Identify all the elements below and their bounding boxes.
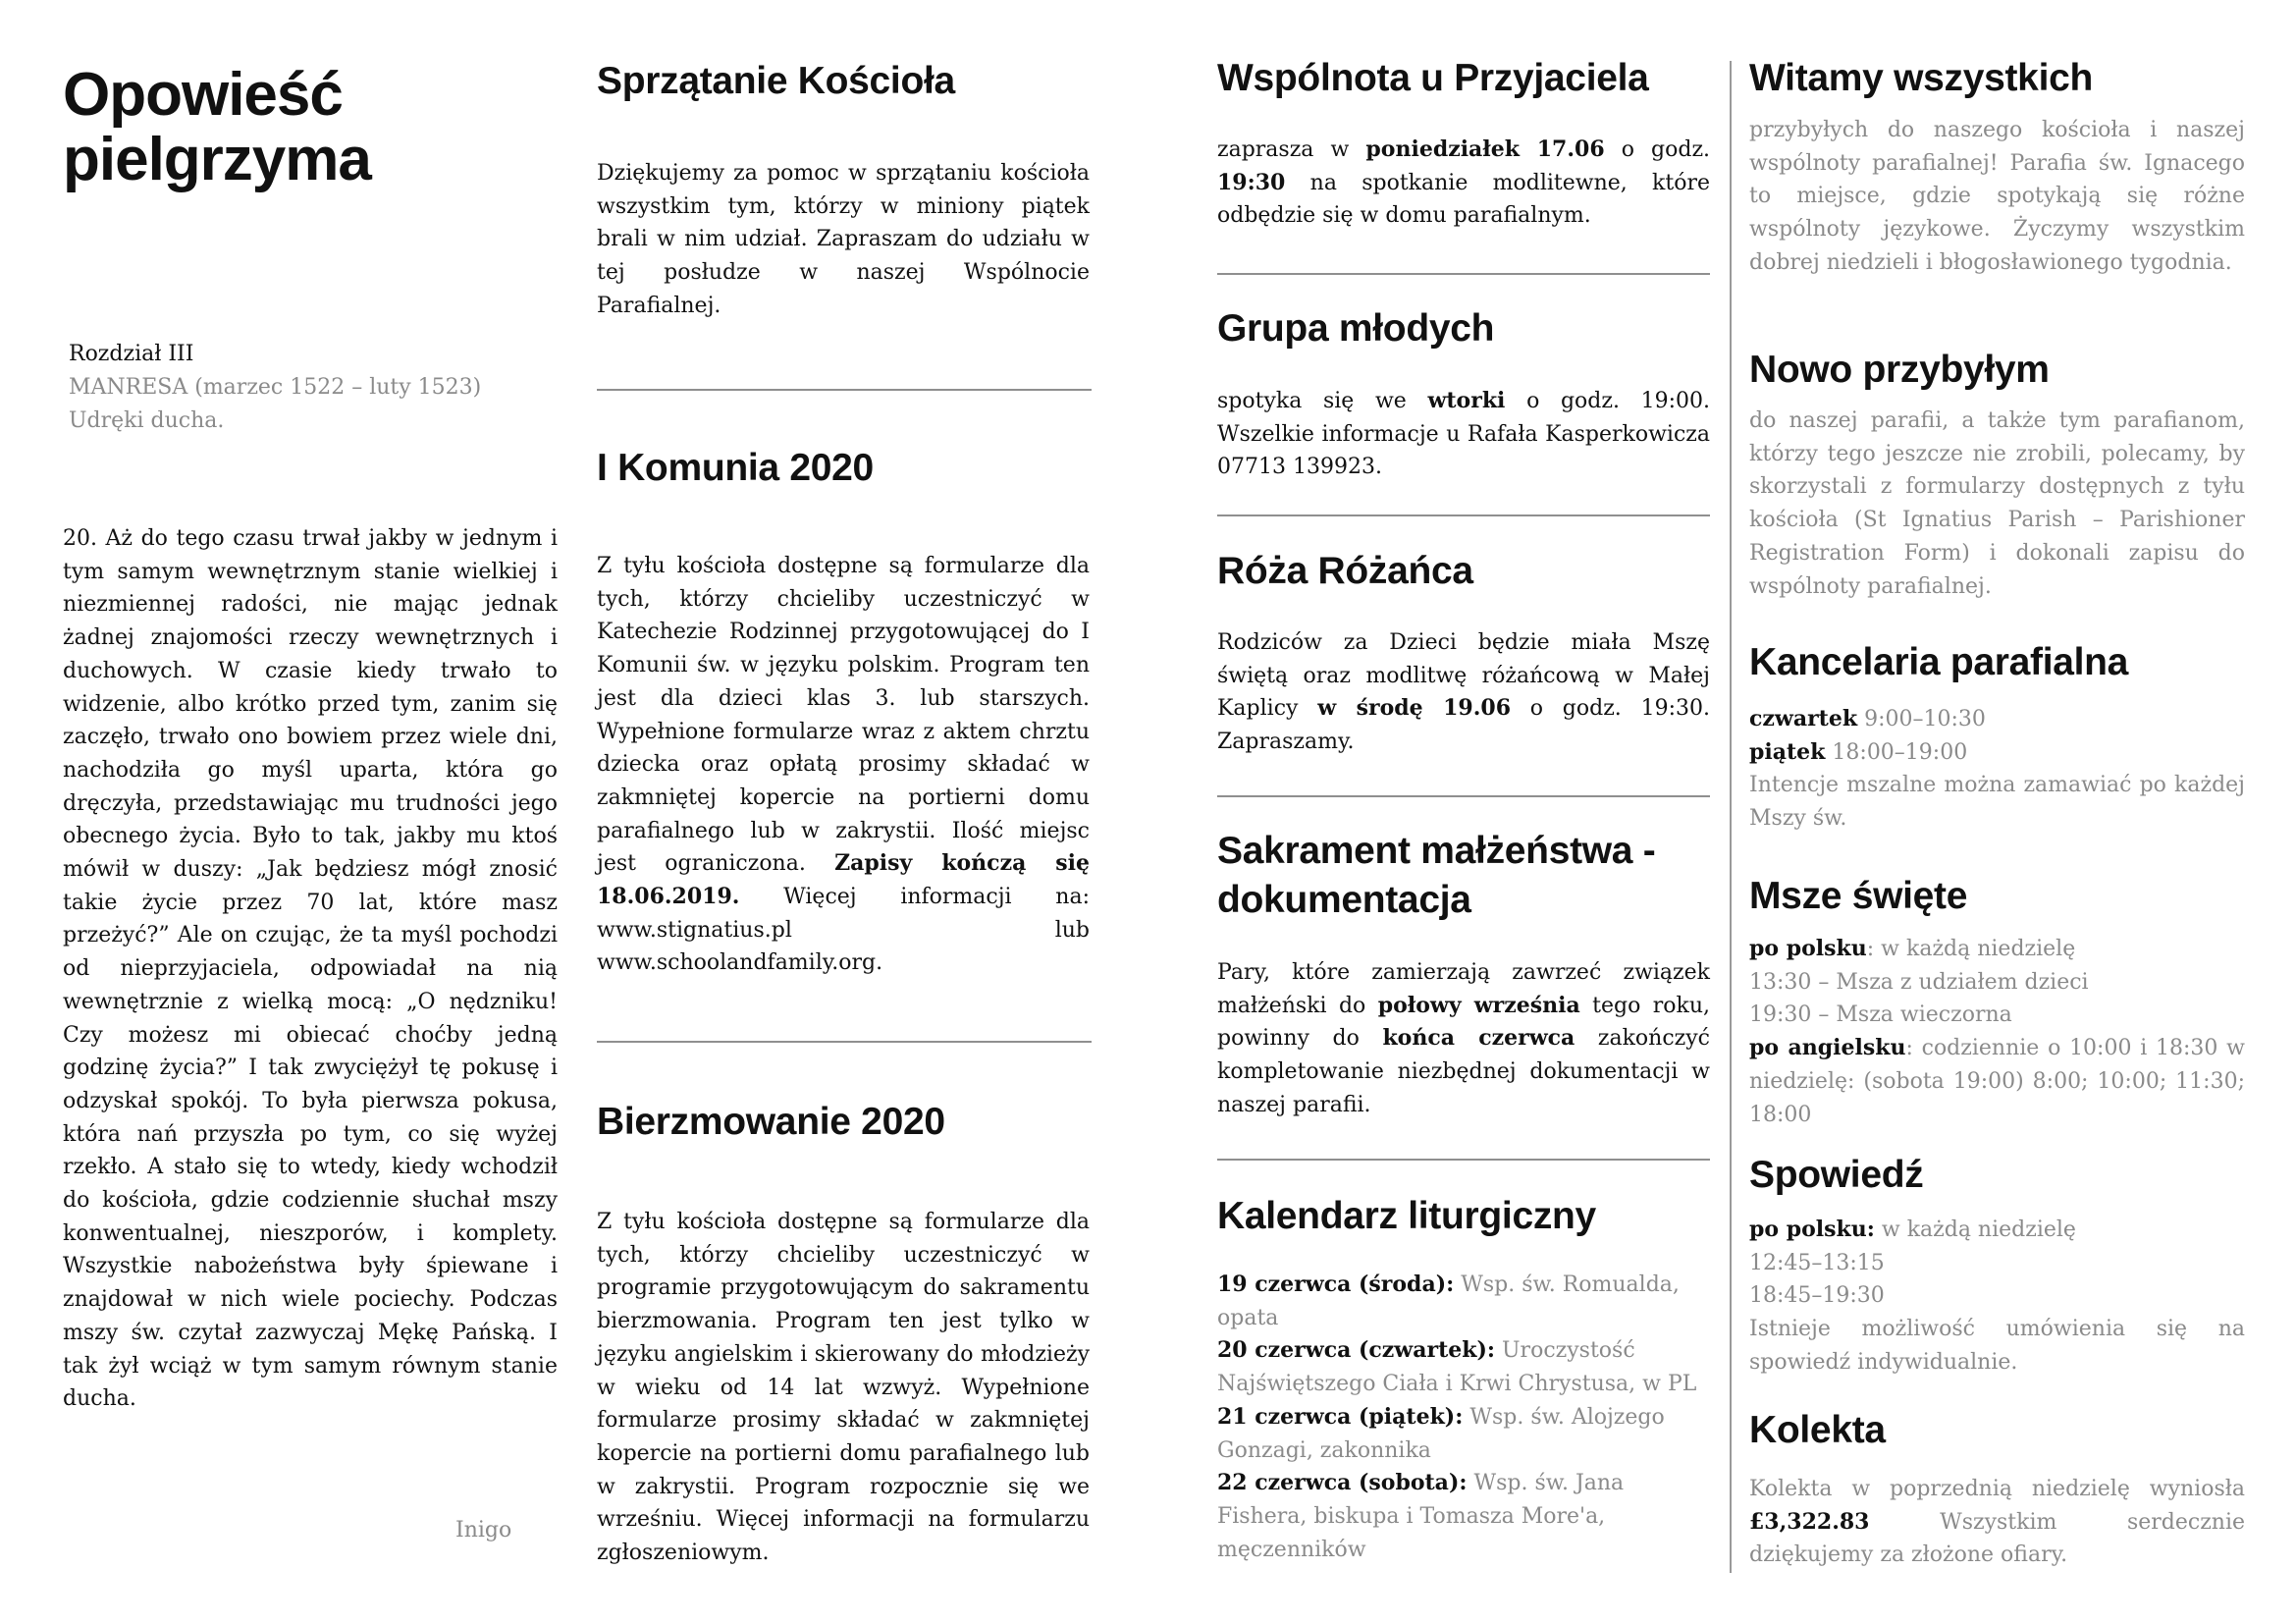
divider [597, 1041, 1092, 1043]
calendar-item: 19 czerwca (środa): Wsp. św. Romualda, opata [1217, 1272, 1680, 1330]
calendar-list [1217, 1269, 1710, 1566]
text-bierzmowanie: Z tyłu kościoła dostępne są formularze dla tych, którzy chcieliby uczestniczyć w programie przygotowującym do sakramentu bierzmowania. Program ten jest tylko w języku angielskim i skierowany do młodzieży w wieku od 14 lat wzwyż. Wypełnione formularze prosimy składać w zakmniętej kopercie na portierni domu parafialnego lub w zakrystii. Program rozpocznie się we wrześniu. Więcej informacji na formularzu zgłoszeniowym. [597, 1210, 1090, 1566]
text-sakrament: Pary, które zamierzają zawrzeć związek małżeński do połowy września tego roku, powinny do końca czerwca zakończyć kompletowanie niezbędnej dokumentacji w naszej parafii. [1217, 960, 1711, 1117]
chapter-subtitle: Udręki ducha. [69, 408, 225, 433]
calendar-item: 21 czerwca (piątek): Wsp. św. Alojzego Gonzagi, zakonnika [1217, 1403, 1665, 1463]
divider [1217, 795, 1710, 797]
divider [1217, 273, 1710, 275]
heading-sakrament: Sakrament małżeństwa - dokumentacja [1217, 830, 1656, 921]
chapter-place: MANRESA (marzec 1522 – luty 1523) [69, 375, 482, 400]
column-divider [1730, 61, 1732, 1573]
heading-spowiedz: Spowiedź [1749, 1154, 1924, 1196]
story-text: 20. Aż do tego czasu trwał jakby w jednym i tym samym wewnętrznym stanie wielkiej i niezmiennej radości, nie mając jednak żadnej znajomości rzeczy wewnętrznych i duchowych. W czasie kiedy trwało to widzenie, albo krótko przed tym, zanim się zaczęło, trwało ono bowiem przez wiele dni, nachodziła go myśl uparta, która go dręczyła, przedstawiając mu trudności jego obecnego życia. Było to tak, jakby mu ktoś mówił w duszy: „Jak będziesz mógł znosić takie życie przez 70 lat, które masz przeżyć?” Ale on czując, że ta myśl pochodzi od nieprzyjaciela, odpowiadał na nią wewnętrznie z wielką mocą: „O nędzniku! Czy możesz mi obiecać choćby jedną godzinę życia?” I tak zwyciężył tę pokusę i odzyskał spokój. To była pierwsza pokusa, która nań przyszła po tym, co się wyżej rzekło. A stało się to wtedy, kiedy wchodził do kościoła, gdzie codziennie słuchał mszy konwentualnej, nieszporów, i komplety. Wszystkie nabożeństwa były śpiewane i znajdował w nich wiele pociechy. Podczas mszy św. czytał zazwyczaj Mękę Pańską. I tak żył wciąż w tym samym równym stanie ducha. [63, 526, 558, 1412]
text-msze: po polsku: w każdą niedzielę 13:30 – Msza z udziałem dzieci 19:30 – Msza wieczorna po angielsku: codziennie o 10:00 i 18:30 w niedzielę: (sobota 19:00) 8:00; 10:00; 11:30; 18:00 [1749, 936, 2245, 1127]
heading-kancelaria: Kancelaria parafialna [1749, 641, 2129, 683]
text-wspolnota: zaprasza w poniedziałek 17.06 o godz. 19:30 na spotkanie modlitewne, które odbędzie się w domu parafialnym. [1217, 136, 1711, 229]
heading-kalendarz: Kalendarz liturgiczny [1217, 1195, 1596, 1237]
text-grupa-mlodych: spotyka się we wtorki o godz. 19:00. Wszelkie informacje u Rafała Kasperkowicza 07713 139923. [1217, 388, 1710, 480]
story-signature: Inigo [455, 1518, 512, 1543]
heading-kolekta: Kolekta [1749, 1409, 1886, 1451]
heading-grupa-mlodych: Grupa młodych [1217, 307, 1495, 350]
text-roza-rozanca: Rodziców za Dzieci będzie miała Mszę świętą oraz modlitwę różańcową w Małej Kaplicy w środę 19.06 o godz. 19:30. Zapraszamy. [1217, 630, 1710, 755]
text-sprzatanie: Dziękujemy za pomoc w sprzątaniu kościoła wszystkim tym, którzy w miniony piątek brali w nim udział. Zapraszam do udziału w tej posłudze w naszej Wspólnocie Parafialnej. [597, 161, 1090, 318]
text-nowo-przybylym: do naszej parafii, a także tym parafianom, którzy tego jeszcze nie zrobili, polecamy, by skorzystali z formularzy dostępnych z tyłu kościoła (St Ignatius Parish – Parishioner Registration Form) i dokonali zapisu do wspólnoty parafialnej. [1749, 408, 2245, 599]
text-komunia: Z tyłu kościoła dostępne są formularze dla tych, którzy chcieliby uczestniczyć w Katechezie Rodzinnej przygotowującej do I Komunii św. w języku polskim. Program ten jest dla dzieci klas 3. lub starszych. Wypełnione formularze wraz z aktem chrztu dziecka oraz opłatą prosimy składać w zakmniętej kopercie na portierni domu parafialnego lub w zakrystii. Ilość miejsc jest ograniczona. Zapisy kończą się 18.06.2019. Więcej informacji na: www.stignatius.pl lub www.schoolandfamily.org. [597, 554, 1090, 976]
calendar-item: 20 czerwca (czwartek): Uroczystość Najświętszego Ciała i Krwi Chrystusa, w PL [1217, 1337, 1697, 1397]
divider [1217, 1159, 1710, 1161]
story-title: Opowieść pielgrzyma [63, 61, 371, 193]
text-kancelaria: czwartek 9:00–10:30 piątek 18:00–19:00 Intencje mszalne można zamawiać po każdej Mszy św. [1749, 706, 2245, 832]
divider [1217, 514, 1710, 516]
heading-komunia: I Komunia 2020 [597, 447, 874, 489]
heading-nowo-przybylym: Nowo przybyłym [1749, 349, 2050, 391]
calendar-item: 22 czerwca (sobota): Wsp. św. Jana Fishera, biskupa i Tomasza More'a, męczenników [1217, 1470, 1625, 1562]
chapter-label: Rozdział III [69, 342, 194, 366]
heading-bierzmowanie: Bierzmowanie 2020 [597, 1101, 945, 1143]
heading-roza-rozanca: Róża Różańca [1217, 550, 1473, 592]
heading-witamy: Witamy wszystkich [1749, 57, 2094, 99]
text-kolekta: Kolekta w poprzednią niedzielę wyniosła £3,322.83 Wszystkim serdecznie dziękujemy za złożone ofiary. [1749, 1477, 2246, 1568]
divider [597, 389, 1092, 391]
heading-sprzatanie: Sprzątanie Kościoła [597, 60, 955, 102]
text-spowiedz: po polsku: w każdą niedzielę 12:45–13:15 18:45–19:30 Istnieje możliwość umówienia się na spowiedź indywidualnie. [1749, 1217, 2245, 1375]
text-witamy: przybyłych do naszego kościoła i naszej wspólnoty parafialnej! Parafia św. Ignacego to miejsce, gdzie spotykają się różne wspólnoty językowe. Życzymy wszystkim dobrej niedzieli i błogosławionego tygodnia. [1749, 118, 2245, 275]
heading-msze: Msze święte [1749, 875, 1968, 917]
heading-wspolnota: Wspólnota u Przyjaciela [1217, 57, 1649, 99]
